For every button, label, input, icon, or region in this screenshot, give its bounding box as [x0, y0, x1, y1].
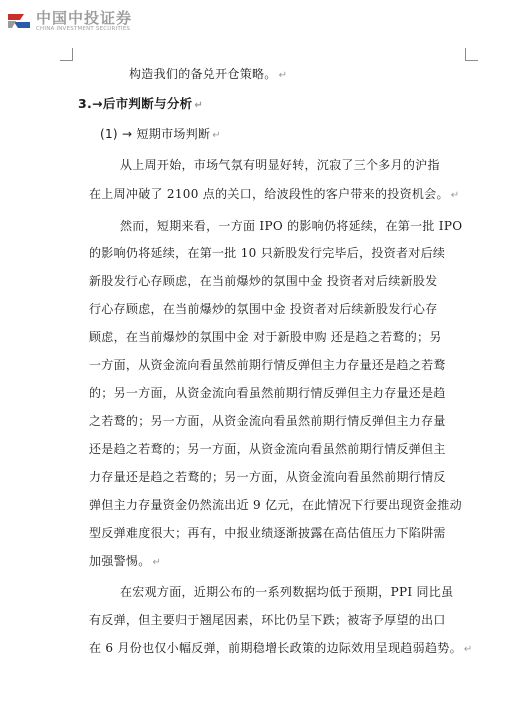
- text-line: 弹但主力存量资金仍然流出近 9 亿元，在此情况下行要出现资金推动: [89, 498, 462, 512]
- company-logo: [6, 8, 134, 34]
- text-line: 在宏观方面，近期公布的一系列数据均低于预期，PPI 同比虽: [120, 585, 454, 599]
- text-line: 顾虑，在当前爆炒的氛围中金 对于新股申购 还是趋之若鹜的；另: [89, 330, 442, 344]
- page-corner-mark-right: [465, 48, 478, 61]
- paragraph-mark: ↵: [194, 100, 204, 111]
- text-line: 一方面，从资金流向看虽然前期行情反弹但主力存量还是趋之若鹜: [89, 358, 446, 372]
- text-line: 还是趋之若鹜的；另一方面，从资金流向看虽然前期行情反弹但主: [89, 442, 446, 456]
- text-line: 型反弹难度很大；再有，中报业绩逐渐披露在高估值压力下陷阱需: [89, 526, 446, 540]
- text-line: 的影响仍将延续，在第一批 10 只新股发行完毕后，投资者对后续: [89, 246, 446, 260]
- text-line: 在 6 月份也仅小幅反弹，前期稳增长政策的边际效用呈现趋弱趋势。 ↵: [89, 641, 473, 655]
- logo-english-name: CHINA INVESTMENT SECURITIES: [36, 26, 131, 32]
- paragraph-mark: ↵: [463, 644, 473, 655]
- text-line: 的；另一方面，从资金流向看虽然前期行情反弹但主力存量还是趋: [89, 386, 446, 400]
- text-line: 新股发行心存顾虑，在当前爆炒的氛围中金 投资者对后续新股发: [89, 274, 438, 288]
- section-heading: 3.→后市判断与分析 ↵: [78, 96, 204, 111]
- paragraph-mark: ↵: [212, 130, 221, 141]
- text-line: 然而，短期来看，一方面 IPO 的影响仍将延续，在第一批 IPO: [120, 219, 463, 233]
- page-corner-mark-left: [60, 48, 73, 61]
- text-line: 有反弹，但主要归于翘尾因素，环比仍呈下跌；被寄予厚望的出口: [89, 613, 446, 627]
- paragraph-mark: ↵: [152, 557, 162, 568]
- subsection-heading: (1) → 短期市场判断 ↵: [100, 127, 221, 141]
- paragraph-mark: ↵: [278, 70, 288, 81]
- text-line: 在上周冲破了 2100 点的关口，给波段性的客户带来的投资机会。 ↵: [89, 187, 460, 201]
- paragraph-mark: ↵: [450, 190, 460, 201]
- text-line: 力存量还是趋之若鹜的；另一方面，从资金流向看虽然前期行情反: [89, 470, 446, 484]
- text-line: 构造我们的备兑开仓策略。 ↵: [129, 67, 288, 81]
- china-investment-securities-logo-icon: [6, 8, 32, 34]
- text-line: 加强警惕。 ↵: [89, 554, 162, 568]
- text-line: 从上周开始，市场气氛有明显好转，沉寂了三个多月的沪指: [120, 158, 440, 172]
- text-line: 行心存顾虑，在当前爆炒的氛围中金 投资者对后续新股发行心存: [89, 302, 438, 316]
- logo-chinese-name: 中国中投证券: [36, 9, 133, 27]
- text-line: 之若鹜的；另一方面，从资金流向看虽然前期行情反弹但主力存量: [89, 414, 446, 428]
